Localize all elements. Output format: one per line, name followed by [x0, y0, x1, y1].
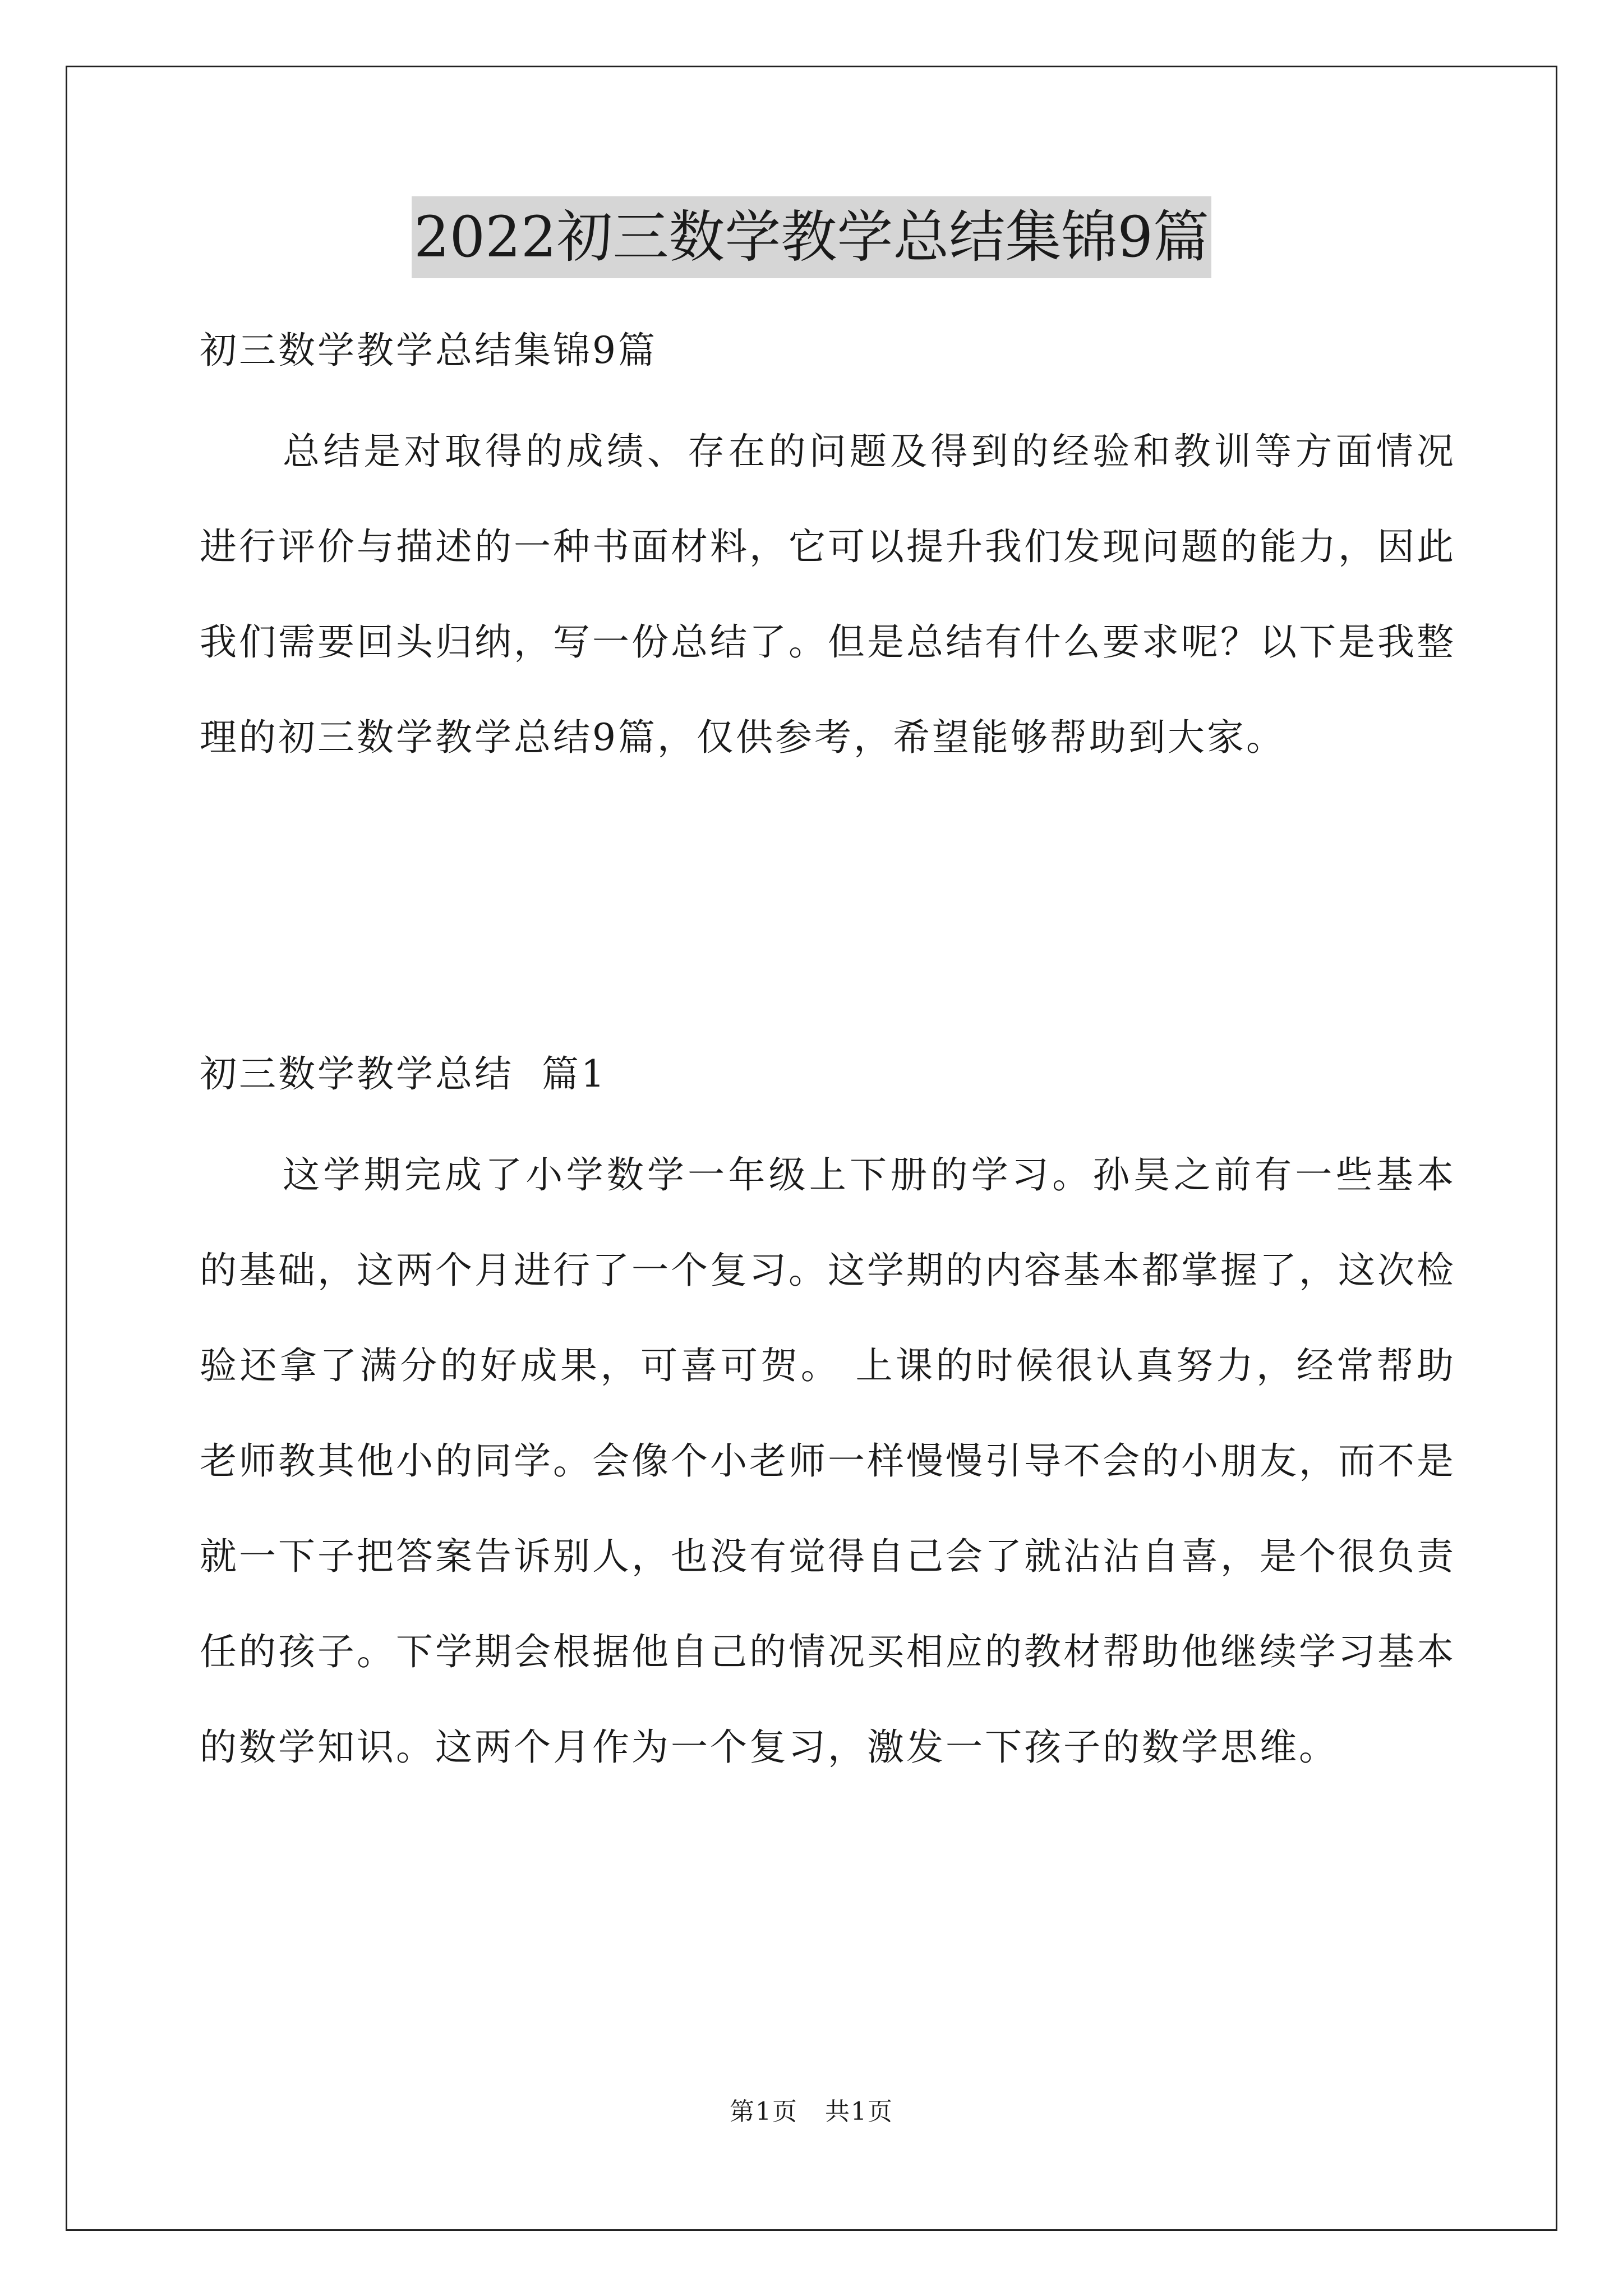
intro-paragraph: 总结是对取得的成绩、存在的问题及得到的经验和教训等方面情况进行评价与描述的一种书面材料，它可以提升我们发现问题的能力，因此我们需要回头归纳，写一份总结了。但是总结有什么要求呢？以下是我整理的初三数学教学总结9篇，仅供参考，希望能够帮助到大家。 [200, 430, 1456, 759]
document-title: 2022初三数学教学总结集锦9篇 [412, 196, 1211, 278]
document-subtitle: 初三数学教学总结集锦9篇 [200, 329, 657, 372]
section-paragraph: 这学期完成了小学数学一年级上下册的学习。孙昊之前有一些基本的基础，这两个月进行了一个复习。这学期的内容基本都掌握了，这次检验还拿了满分的好成果，可喜可贺。 上课的时候很认真努力，经常帮助老师教其他小的同学。会像个小老师一样慢慢引导不会的小朋友，而不是就一下子把答案告诉别人，也没有觉得自己会了就沾沾自喜，是个很负责任的孩子。下学期会根据他自己的情况买相应的教材帮助他继续学习基本的数学知识。这两个月作为一个复习，激发一下孩子的数学思维。 [200, 1153, 1456, 1769]
document-title-container [0, 196, 1623, 278]
section-heading: 初三数学教学总结 篇1 [200, 1052, 607, 1096]
page-footer: 第1页 共1页 [730, 2097, 893, 2126]
